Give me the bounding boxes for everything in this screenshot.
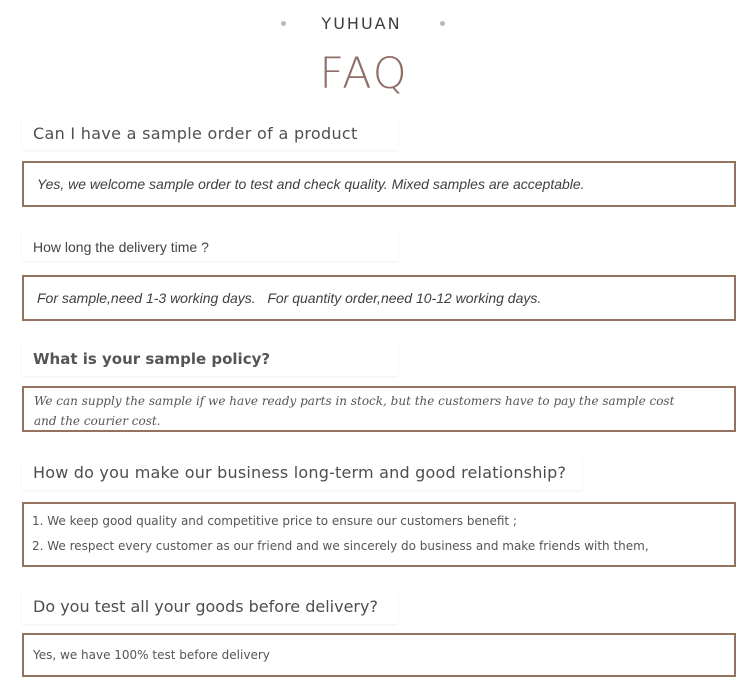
answer-text: We can supply the sample if we have ready parts in stock, but the customers have to pay the sample cost and the courier cost. — [34, 394, 675, 428]
answer-line-1: 1. We keep good quality and competitive price to ensure our customers benefit ; — [32, 514, 517, 528]
brand-name: YUHUAN — [321, 14, 402, 33]
answer-line-2: 2. We respect every customer as our friend and we sincerely do business and make friends with them, — [32, 539, 649, 553]
question-text: Do you test all your goods before delivery? — [33, 597, 378, 616]
faq-question-2 — [22, 229, 398, 261]
faq-question-5 — [22, 590, 398, 624]
faq-answer-1 — [22, 161, 736, 207]
question-text: How do you make our business long-term and good relationship? — [33, 463, 567, 482]
faq-question-3 — [22, 340, 398, 376]
brand-header — [0, 14, 750, 36]
answer-text: For sample,need 1-3 working days. For quantity order,need 10-12 working days. — [37, 290, 542, 306]
question-text: What is your sample policy? — [33, 350, 271, 368]
question-text: How long the delivery time ? — [33, 239, 209, 255]
faq-question-1 — [22, 115, 398, 150]
answer-text: Yes, we have 100% test before delivery — [33, 648, 270, 662]
page-title: FAQ — [319, 49, 409, 99]
answer-text: Yes, we welcome sample order to test and check quality. Mixed samples are acceptable. — [37, 176, 585, 192]
faq-question-4 — [22, 456, 582, 490]
faq-answer-4 — [22, 502, 736, 567]
faq-answer-2 — [22, 275, 736, 321]
faq-answer-3 — [22, 386, 736, 432]
decorative-dot-right — [440, 21, 445, 26]
faq-answer-5 — [22, 633, 736, 677]
question-text: Can I have a sample order of a product — [33, 124, 358, 143]
